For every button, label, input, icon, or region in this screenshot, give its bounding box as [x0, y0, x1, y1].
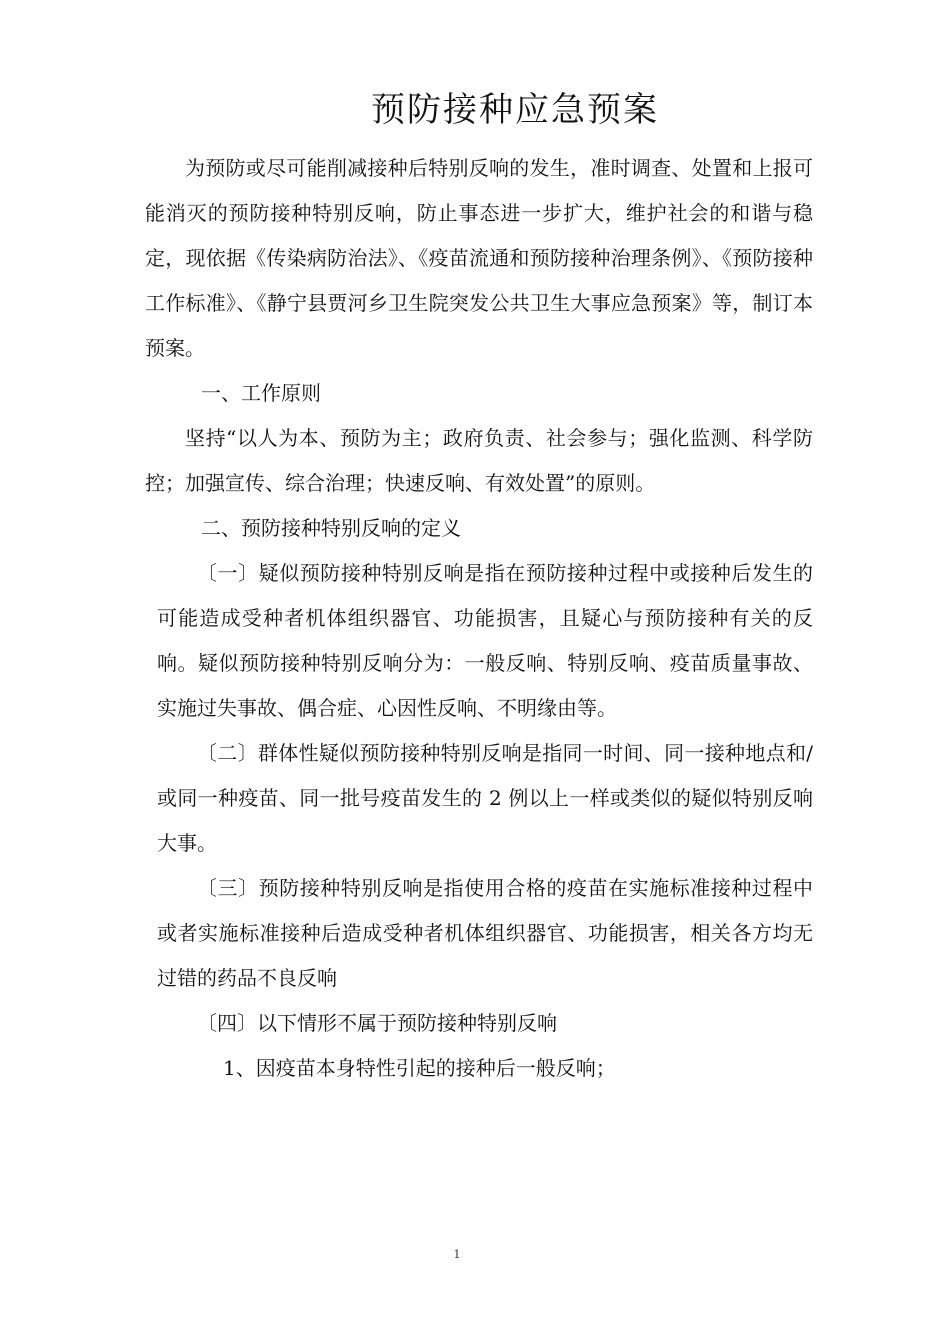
document-title: [0, 86, 950, 134]
definition-item-2: 〔二〕群体性疑似预防接种特别反响是指同一时间、同一接种地点和/或同一种疫苗、同一批号疫苗发生的 2 例以上一样或类似的疑似特别反响大事。: [157, 741, 813, 855]
definition-item-4: 〔四〕以下情形不属于预防接种特别反响: [197, 1011, 557, 1035]
document-title-text: 预防接种应急预案: [371, 90, 659, 130]
exclusion-item-1: 1、因疫苗本身特性引起的接种后一般反响；: [223, 1056, 616, 1080]
definition-item-3: 〔三〕预防接种特别反响是指使用合格的疫苗在实施标准接种过程中或者实施标准接种后造成受种者机体组织器官、功能损害，相关各方均无过错的药品不良反响: [157, 876, 813, 990]
intro-paragraph: 为预防或尽可能削减接种后特别反响的发生，准时调查、处置和上报可能消灭的预防接种特别反响，防止事态进一步扩大，维护社会的和谐与稳定，现依据《传染病防治法》、《疫苗流通和预防接种治理条例》、《预防接种工作标准》、《静宁县贾河乡卫生院突发公共卫生大事应急预案》等，制订本预案。: [145, 156, 813, 360]
section-1-heading: 一、工作原则: [201, 381, 321, 405]
section-2-heading: 二、预防接种特别反响的定义: [201, 516, 461, 540]
definition-item-1: 〔一〕疑似预防接种特别反响是指在预防接种过程中或接种后发生的可能造成受种者机体组织器官、功能损害，且疑心与预防接种有关的反响。疑似预防接种特别反响分为：一般反响、特别反响、疫苗质量事故、实施过失事故、偶合症、心因性反响、不明缘由等。: [157, 561, 813, 720]
section-1-paragraph: 坚持“以人为本、预防为主；政府负责、社会参与；强化监测、科学防控；加强宣传、综合治理；快速反响、有效处置”的原则。: [145, 426, 813, 495]
document-body: [145, 146, 813, 1091]
page-number: 1: [453, 1248, 461, 1261]
